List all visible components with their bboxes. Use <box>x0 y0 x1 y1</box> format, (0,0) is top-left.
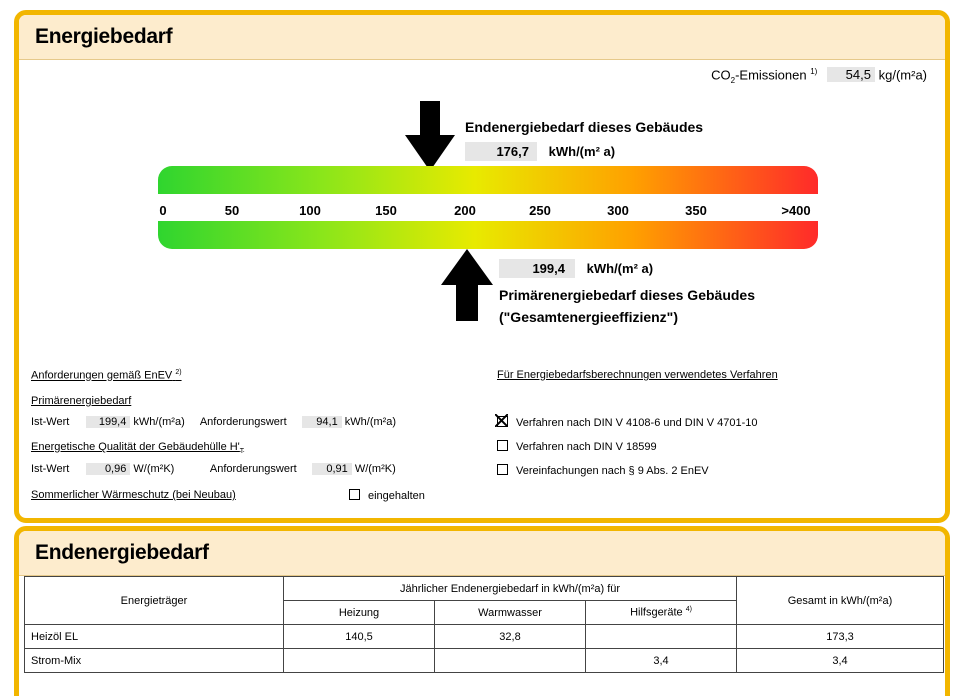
method-option[interactable] <box>497 464 709 477</box>
checked-box-icon[interactable] <box>497 416 508 427</box>
endenergiebedarf-title: Endenergiebedarf <box>35 541 209 564</box>
col-group: Jährlicher Endenergiebedarf in kWh/(m²a) für <box>284 577 737 601</box>
end-energy-value-row <box>465 142 615 161</box>
primary-energy-unit: kWh/(m² a) <box>586 261 654 276</box>
scale-tick-label: 300 <box>607 203 629 218</box>
scale-tick-label: 0 <box>159 203 167 218</box>
method-option-label: Verfahren nach DIN V 4108-6 und DIN V 4701-10 <box>516 417 758 429</box>
summer-check[interactable] <box>349 489 425 502</box>
method-heading: Für Energiebedarfsberechnungen verwendetes Verfahren <box>497 369 778 381</box>
ist2-value: 0,96 <box>86 463 130 475</box>
method-option-label: Verfahren nach DIN V 18599 <box>516 441 657 453</box>
col-aux <box>586 601 737 625</box>
end-energy-label: Endenergiebedarf dieses Gebäudes <box>465 119 704 135</box>
anf-unit: kWh/(m²a) <box>344 416 397 428</box>
ist2-unit: W/(m²K) <box>133 463 175 475</box>
primary-requirement-heading: Primärenergiebedarf <box>31 395 132 407</box>
method-option[interactable] <box>497 440 657 453</box>
col-aux-label: Hilfsgeräte <box>630 606 683 619</box>
anf2-label: Anforderungswert <box>209 463 297 475</box>
primary-energy-arrow-icon <box>441 249 493 321</box>
cell-water <box>435 649 586 673</box>
ist-value: 199,4 <box>86 416 130 428</box>
scale-tick-label: 150 <box>375 203 397 218</box>
scale-tick-label: 350 <box>685 203 707 218</box>
endenergiebedarf-panel <box>14 526 950 696</box>
primary-energy-value: 199,4 <box>499 259 575 278</box>
requirements-footnote: 2) <box>175 369 182 376</box>
co2-emissions <box>711 67 927 85</box>
cell-aux <box>586 625 737 649</box>
end-energy-unit: kWh/(m² a) <box>548 144 616 159</box>
ist-unit: kWh/(m²a) <box>133 416 185 428</box>
summer-heading: Sommerlicher Wärmeschutz (bei Neubau) <box>31 489 236 501</box>
cell-aux: 3,4 <box>586 649 737 673</box>
scale-tick-label: 50 <box>224 203 240 218</box>
anf-value: 94,1 <box>302 416 342 428</box>
quality-sub: T <box>239 448 245 456</box>
co2-value: 54,5 <box>827 67 875 82</box>
anf-label: Anforderungswert <box>199 416 287 428</box>
end-energy-value: 176,7 <box>465 142 537 161</box>
scale-tick-label: 250 <box>529 203 551 218</box>
table-header-row <box>25 577 944 601</box>
scale-tick-label: 200 <box>454 203 476 218</box>
cell-total: 173,3 <box>737 625 944 649</box>
cell-heating: 140,5 <box>284 625 435 649</box>
endenergie-table <box>24 576 944 673</box>
summer-checkbox-icon[interactable] <box>349 489 360 500</box>
co2-footnote: 1) <box>810 67 818 76</box>
requirements-heading-text: Anforderungen gemäß EnEV <box>31 369 173 382</box>
quality-heading <box>31 441 244 455</box>
checkbox-icon[interactable] <box>497 440 508 451</box>
cell-carrier: Strom-Mix <box>25 649 284 673</box>
cell-carrier: Heizöl EL <box>25 625 284 649</box>
energy-scale-bar-top <box>158 166 818 194</box>
primary-energy-label-2: ("Gesamtenergieeffizienz") <box>499 309 678 325</box>
quality-heading-text: Energetische Qualität der Gebäudehülle H' <box>31 441 240 453</box>
cell-water: 32,8 <box>435 625 586 649</box>
energiebedarf-header <box>19 15 945 60</box>
anf2-value: 0,91 <box>312 463 352 475</box>
table-row <box>25 625 944 649</box>
primary-requirement-row <box>31 416 396 428</box>
col-carrier: Energieträger <box>25 577 284 625</box>
energy-scale-bar-bottom <box>158 221 818 249</box>
col-aux-footnote: 4) <box>685 606 692 614</box>
checkbox-icon[interactable] <box>497 464 508 475</box>
primary-energy-value-row <box>499 259 653 278</box>
cell-total: 3,4 <box>737 649 944 673</box>
col-heating: Heizung <box>284 601 435 625</box>
energiebedarf-panel <box>14 10 950 523</box>
scale-tick-label: >400 <box>781 203 811 218</box>
ist-label: Ist-Wert <box>31 416 70 428</box>
co2-unit: kg/(m²a) <box>878 67 927 83</box>
endenergiebedarf-header <box>19 531 945 576</box>
anf2-unit: W/(m²K) <box>354 463 396 475</box>
table-row <box>25 649 944 673</box>
cell-heating <box>284 649 435 673</box>
ist2-label: Ist-Wert <box>31 463 70 475</box>
method-option[interactable] <box>497 416 758 429</box>
primary-energy-label: Primärenergiebedarf dieses Gebäudes <box>499 287 755 303</box>
energiebedarf-title: Energiebedarf <box>35 25 173 48</box>
co2-label-rest: -Emissionen <box>735 67 807 83</box>
co2-label: CO <box>711 67 731 83</box>
col-water: Warmwasser <box>435 601 586 625</box>
co2-sub: 2 <box>730 75 736 85</box>
table-body <box>25 625 944 673</box>
quality-row <box>31 463 396 475</box>
col-total: Gesamt in kWh/(m²a) <box>737 577 944 625</box>
scale-tick-label: 100 <box>299 203 321 218</box>
summer-check-label: eingehalten <box>368 490 425 502</box>
end-energy-arrow-icon <box>405 101 455 171</box>
method-option-label: Vereinfachungen nach § 9 Abs. 2 EnEV <box>516 465 709 477</box>
requirements-heading <box>31 369 182 382</box>
